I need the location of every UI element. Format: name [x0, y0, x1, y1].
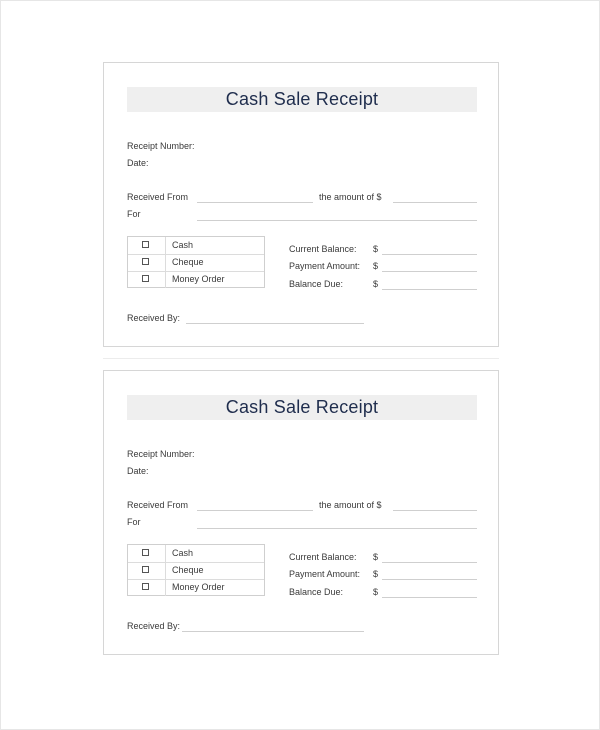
received-by-field[interactable] — [182, 631, 364, 632]
amount-field[interactable] — [393, 510, 477, 511]
currency-symbol: $ — [373, 261, 379, 271]
receipt-number-label: Receipt Number: — [127, 449, 195, 459]
cash-checkbox[interactable] — [142, 241, 149, 248]
receipt-title: Cash Sale Receipt — [225, 397, 379, 417]
current-balance-field[interactable] — [382, 562, 477, 563]
payment-row-cheque — [128, 562, 264, 580]
currency-symbol: $ — [373, 569, 379, 579]
payment-row-money-order — [128, 579, 264, 596]
payment-row-money-order — [128, 271, 264, 288]
money-order-label: Money Order — [172, 274, 225, 284]
balance-due-label: Balance Due: — [289, 587, 344, 597]
for-label: For — [127, 209, 141, 219]
amount-field[interactable] — [393, 202, 477, 203]
currency-symbol: $ — [373, 279, 379, 289]
received-from-label: Received From — [127, 192, 189, 202]
checkbox-cell — [128, 545, 166, 562]
cut-divider — [103, 358, 499, 359]
receipt-title: Cash Sale Receipt — [225, 89, 379, 109]
cash-label: Cash — [172, 548, 194, 558]
current-balance-field[interactable] — [382, 254, 477, 255]
balance-due-field[interactable] — [382, 597, 477, 598]
cash-label: Cash — [172, 240, 194, 250]
currency-symbol: $ — [373, 552, 379, 562]
payment-amount-field[interactable] — [382, 271, 477, 272]
balance-due-label: Balance Due: — [289, 279, 344, 289]
cheque-checkbox[interactable] — [142, 258, 149, 265]
received-from-field[interactable] — [197, 510, 313, 511]
title-band — [127, 87, 477, 112]
money-order-checkbox[interactable] — [142, 583, 149, 590]
checkbox-cell — [128, 271, 166, 288]
checkbox-cell — [128, 254, 166, 271]
received-by-label: Received By: — [127, 313, 181, 323]
received-from-label: Received From — [127, 500, 189, 510]
date-label: Date: — [127, 466, 149, 476]
receipt-1 — [103, 62, 499, 347]
payment-method-table — [127, 236, 265, 288]
for-field[interactable] — [197, 220, 477, 221]
amount-of-label: the amount of $ — [319, 192, 382, 202]
received-by-label: Received By: — [127, 621, 181, 631]
money-order-checkbox[interactable] — [142, 275, 149, 282]
currency-symbol: $ — [373, 244, 379, 254]
balance-due-field[interactable] — [382, 289, 477, 290]
received-by-field[interactable] — [186, 323, 364, 324]
payment-method-table — [127, 544, 265, 596]
checkbox-cell — [128, 237, 166, 254]
receipt-number-label: Receipt Number: — [127, 141, 195, 151]
for-field[interactable] — [197, 528, 477, 529]
payment-amount-label: Payment Amount: — [289, 261, 361, 271]
payment-amount-field[interactable] — [382, 579, 477, 580]
checkbox-cell — [128, 562, 166, 579]
current-balance-label: Current Balance: — [289, 552, 357, 562]
cheque-checkbox[interactable] — [142, 566, 149, 573]
for-label: For — [127, 517, 141, 527]
money-order-label: Money Order — [172, 582, 225, 592]
current-balance-label: Current Balance: — [289, 244, 357, 254]
date-label: Date: — [127, 158, 149, 168]
received-from-field[interactable] — [197, 202, 313, 203]
cash-checkbox[interactable] — [142, 549, 149, 556]
payment-row-cheque — [128, 254, 264, 272]
payment-row-cash — [128, 545, 264, 563]
cheque-label: Cheque — [172, 257, 204, 267]
title-band — [127, 395, 477, 420]
receipt-2 — [103, 370, 499, 655]
amount-of-label: the amount of $ — [319, 500, 382, 510]
cheque-label: Cheque — [172, 565, 204, 575]
currency-symbol: $ — [373, 587, 379, 597]
payment-amount-label: Payment Amount: — [289, 569, 361, 579]
checkbox-cell — [128, 579, 166, 596]
payment-row-cash — [128, 237, 264, 255]
